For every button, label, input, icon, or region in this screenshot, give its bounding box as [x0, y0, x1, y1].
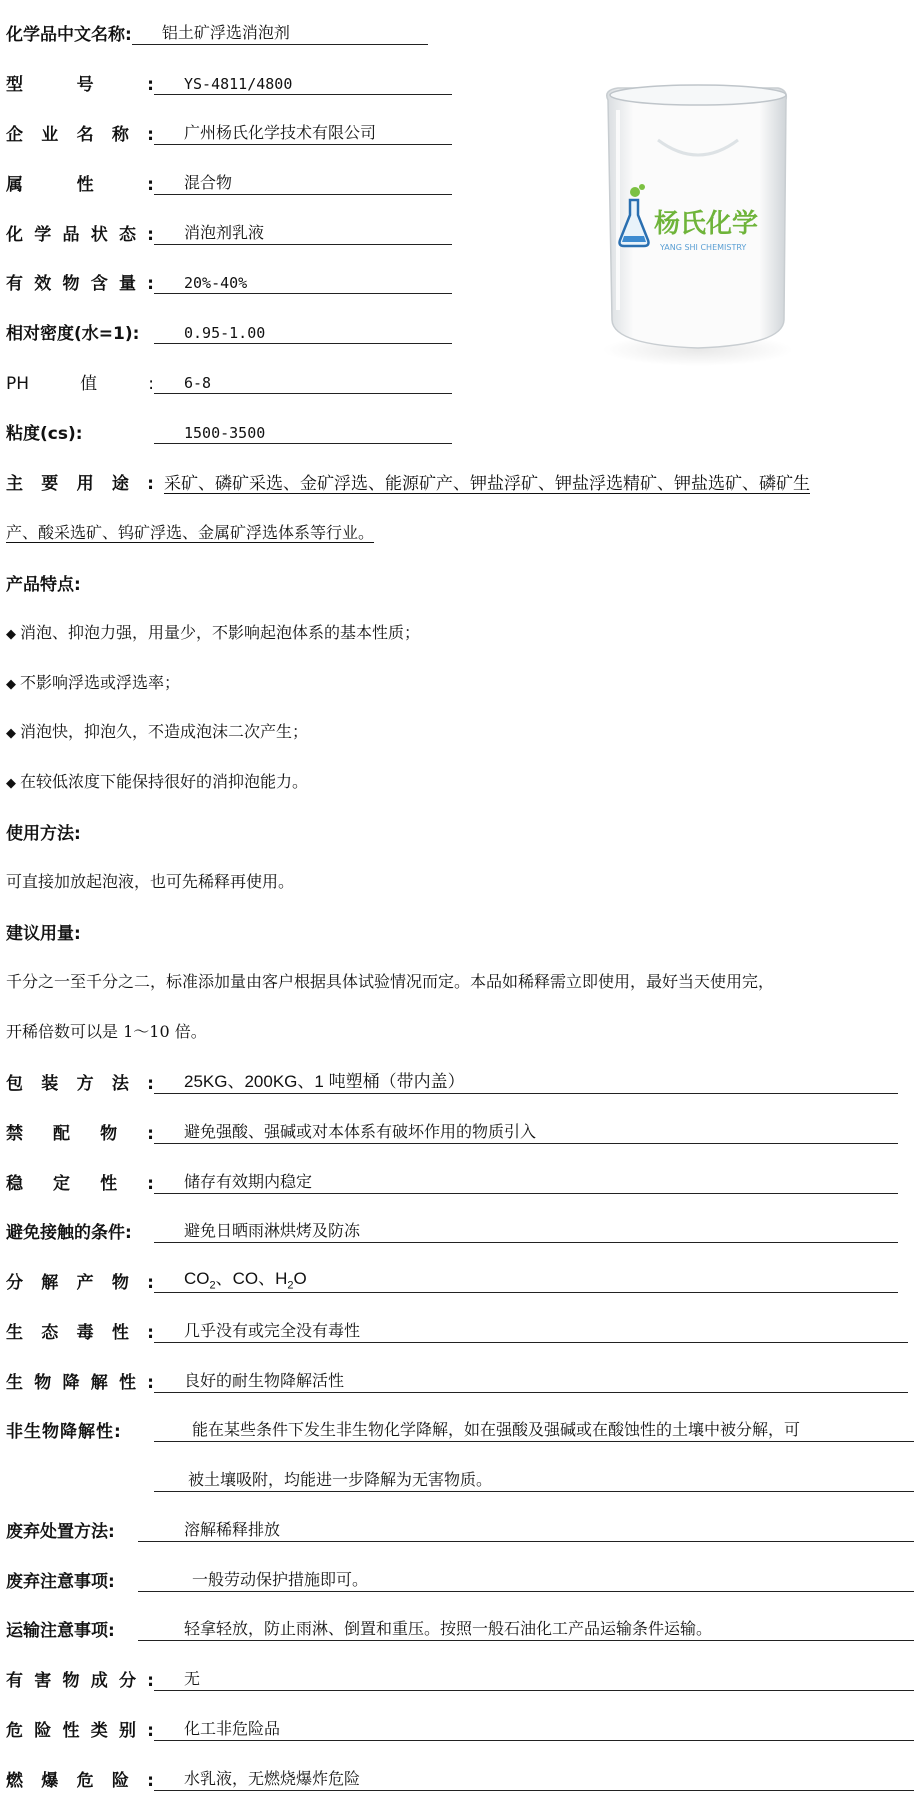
- field-value: 化工非危险品: [154, 1716, 914, 1741]
- field-label: 有效物含量:: [6, 274, 154, 294]
- field-disposal-notes: [6, 1564, 914, 1592]
- field-label: 有害物成分:: [6, 1671, 154, 1691]
- method-heading: 使用方法:: [6, 824, 81, 844]
- field-value: 避免日晒雨淋烘烤及防冻: [154, 1218, 898, 1243]
- field-state: [6, 217, 452, 245]
- field-value: 良好的耐生物降解活性: [154, 1368, 908, 1393]
- field-value: 几乎没有或完全没有毒性: [154, 1318, 908, 1343]
- field-value: $CO_2$、CO、$H_2O$: [154, 1264, 898, 1293]
- feature-item: [6, 769, 308, 792]
- field-usage: [6, 466, 810, 494]
- field-value: 避免强酸、强碱或对本体系有破坏作用的物质引入: [154, 1119, 898, 1144]
- field-label: 主要用途:: [6, 474, 154, 494]
- feature-text: 不影响浮选或浮选率；: [20, 673, 181, 692]
- field-decomposition: [6, 1265, 898, 1293]
- field-value: 无: [154, 1666, 914, 1691]
- dosage-line-2: 开稀倍数可以是 1～10 倍。: [6, 1022, 207, 1041]
- field-value: 溶解稀释排放: [138, 1517, 914, 1542]
- field-value: 铝土矿浮选消泡剂: [132, 20, 428, 45]
- field-label: 危险性类别:: [6, 1721, 154, 1741]
- field-value: YS-4811/4800: [154, 75, 452, 95]
- field-label: 避免接触的条件:: [6, 1223, 132, 1243]
- field-explosion-hazard: [6, 1763, 914, 1791]
- field-label: 稳定性:: [6, 1174, 154, 1194]
- logo-subtext: YANG SHI CHEMISTRY: [660, 243, 747, 252]
- field-label: 废弃处置方法:: [6, 1522, 115, 1542]
- field-packaging: [6, 1066, 898, 1094]
- field-value: 0.95-1.00: [154, 324, 452, 344]
- feature-text: 消泡快，抑泡久，不造成泡沫二次产生；: [20, 722, 309, 741]
- diamond-icon: ◆: [6, 677, 16, 692]
- feature-text: 在较低浓度下能保持很好的消抑泡能力。: [20, 772, 309, 791]
- diamond-icon: ◆: [6, 776, 16, 791]
- field-value: 广州杨氏化学技术有限公司: [154, 120, 452, 145]
- field-label: 相对密度(水=1):: [6, 324, 140, 344]
- dosage-line-1: 千分之一至千分之二，标准添加量由客户根据具体试验情况而定。本品如稀释需立即使用，最好当天使用完，: [6, 972, 775, 991]
- field-value: 1500-3500: [154, 424, 452, 444]
- field-label: 废弃注意事项:: [6, 1572, 115, 1592]
- field-label: 化学品状态:: [6, 225, 154, 245]
- field-label: 非生物降解性:: [6, 1422, 122, 1442]
- field-incompatible: [6, 1116, 898, 1144]
- field-ph: [6, 366, 452, 394]
- field-model: [6, 67, 452, 95]
- product-beaker-image: [588, 70, 808, 370]
- field-label: 运输注意事项:: [6, 1621, 115, 1641]
- field-viscosity: [6, 416, 452, 444]
- usage-line-1: 采矿、磷矿采选、金矿浮选、能源矿产、钾盐浮矿、钾盐浮选精矿、钾盐选矿、磷矿生: [164, 474, 810, 494]
- field-value: 轻拿轻放，防止雨淋、倒置和重压。按照一般石油化工产品运输条件运输。: [138, 1616, 914, 1641]
- field-label: 分解产物:: [6, 1273, 154, 1293]
- field-biodegradability: [6, 1365, 908, 1393]
- field-content: [6, 266, 452, 294]
- field-stability: [6, 1166, 898, 1194]
- field-value: 6-8: [154, 374, 452, 394]
- field-value: 20%-40%: [154, 274, 452, 294]
- field-hazard-class: [6, 1713, 914, 1741]
- field-value: 混合物: [154, 170, 452, 195]
- diamond-icon: ◆: [6, 726, 16, 741]
- field-abiotic-degradation-cont: [154, 1464, 914, 1492]
- features-heading: 产品特点:: [6, 575, 81, 595]
- diamond-icon: ◆: [6, 627, 16, 642]
- field-density: [6, 316, 452, 344]
- field-value: 25KG、200KG、1 吨塑桶（带内盖）: [154, 1067, 898, 1094]
- field-label: 型号:: [6, 75, 154, 95]
- field-company: [6, 117, 452, 145]
- field-value: 被土壤吸附，均能进一步降解为无害物质。: [154, 1467, 914, 1492]
- field-value: 消泡剂乳液: [154, 220, 452, 245]
- field-label: PH值:: [6, 374, 154, 394]
- dosage-heading: 建议用量:: [6, 924, 81, 944]
- field-label: 粘度(cs):: [6, 424, 83, 444]
- logo-text: 杨氏化学: [654, 209, 759, 239]
- feature-text: 消泡、抑泡力强，用量少，不影响起泡体系的基本性质；: [20, 623, 421, 642]
- field-label: 包装方法:: [6, 1074, 154, 1094]
- field-value: 能在某些条件下发生非生物化学降解，如在强酸及强碱或在酸蚀性的土壤中被分解，可: [154, 1417, 914, 1442]
- field-label: 生物降解性:: [6, 1373, 154, 1393]
- field-label: 燃爆危险:: [6, 1771, 154, 1791]
- field-attribute: [6, 167, 452, 195]
- field-avoid-conditions: [6, 1215, 898, 1243]
- feature-item: [6, 620, 420, 643]
- field-label: 生态毒性:: [6, 1323, 154, 1343]
- field-label: 禁配物:: [6, 1124, 154, 1144]
- field-ecotoxicity: [6, 1315, 908, 1343]
- field-value: 水乳液，无燃烧爆炸危险: [154, 1766, 914, 1791]
- field-label: 企业名称:: [6, 125, 154, 145]
- feature-item: [6, 719, 308, 742]
- field-abiotic-degradation: [6, 1414, 914, 1442]
- field-chem-name: [6, 17, 428, 45]
- feature-item: [6, 670, 180, 693]
- usage-line-2: 产、酸采选矿、钨矿浮选、金属矿浮选体系等行业。: [6, 523, 375, 542]
- field-label: 属性:: [6, 175, 154, 195]
- field-disposal-method: [6, 1514, 914, 1542]
- field-transport-notes: [6, 1613, 914, 1641]
- field-value: 一般劳动保护措施即可。: [138, 1567, 914, 1592]
- field-hazardous-components: [6, 1663, 914, 1691]
- method-text: 可直接加放起泡液，也可先稀释再使用。: [6, 872, 295, 891]
- field-value: 储存有效期内稳定: [154, 1169, 898, 1194]
- field-label: 化学品中文名称:: [6, 25, 132, 45]
